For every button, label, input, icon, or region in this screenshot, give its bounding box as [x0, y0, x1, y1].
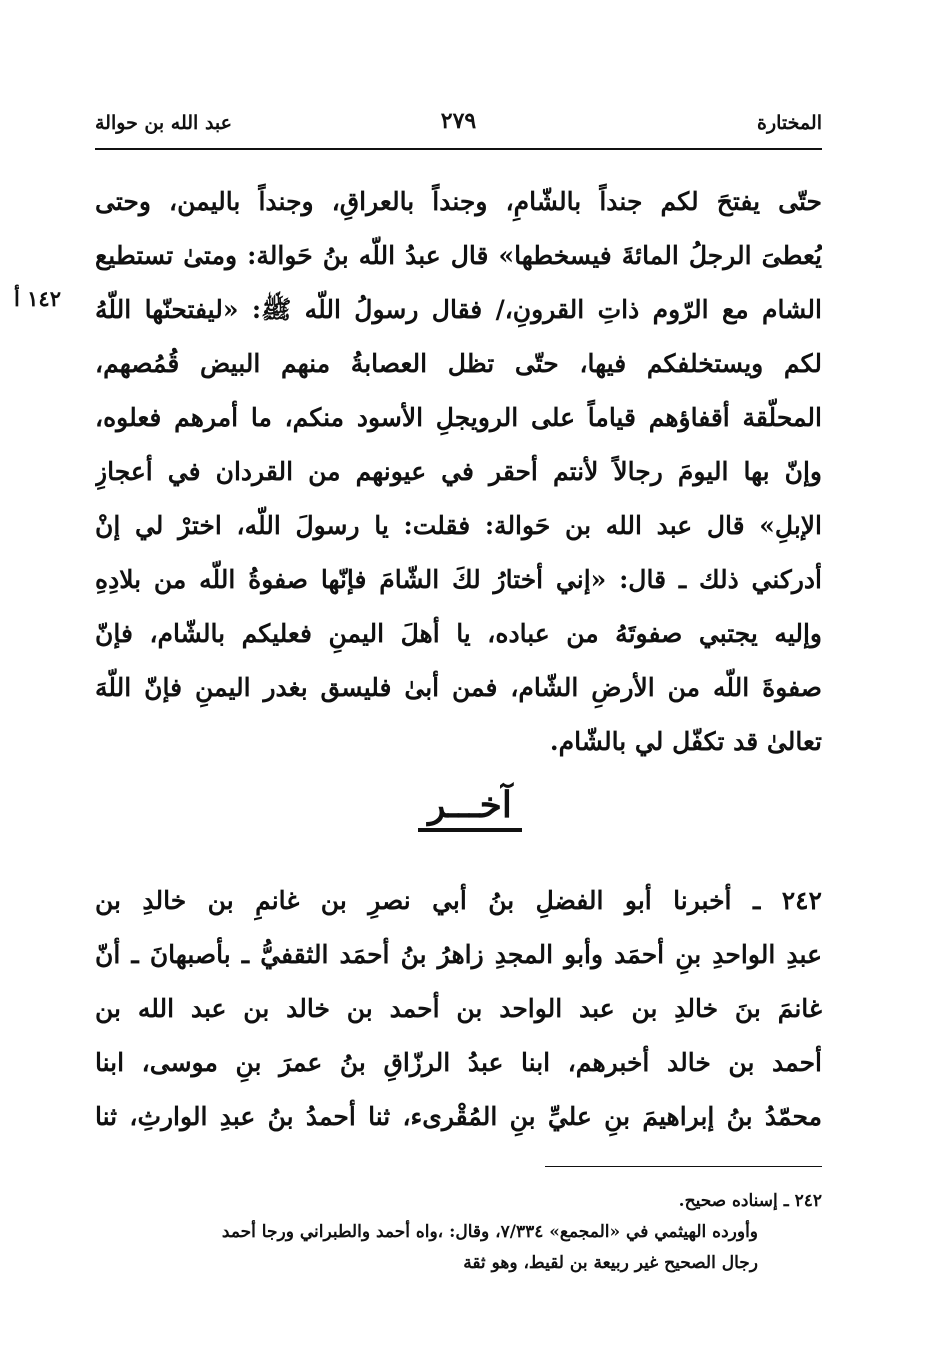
text-line: محمّدُ بنُ إبراهيمَ بنِ عليِّ بنِ المُقْرىء، ثنا أحمدُ بنُ عبدِ الوارثِ، ثنا	[95, 1102, 822, 1131]
text-line: الإبلِ» قال عبد الله بن حَوالة: فقلت: يا رسولَ اللّه، اخترْ لي إنْ	[95, 511, 822, 540]
text-line: الشام مع الرّوم ذاتِ القرونِ،/ فقال رسولُ اللّه ﷺ: «ليفتحنّها اللّهُ	[95, 295, 822, 324]
text-line-content: أخبرنا أبو الفضلِ بنُ أبي نصرِ بن غانمِ بن خالدِ بن	[95, 886, 732, 915]
paragraph-hadith-text	[95, 175, 822, 769]
header-divider	[95, 148, 822, 150]
hadith-number: ٢٤٢ ـ	[752, 886, 822, 915]
section-heading-text: آخـــر	[418, 784, 522, 832]
page-number: ٢٧٩	[440, 108, 477, 134]
chapter-title: عبد الله بن حوالة	[95, 112, 232, 134]
text-line: لكم ويستخلفكم فيها، حتّى تظل العصابةُ منهم البيض قُمُصهم،	[95, 349, 822, 378]
footnote-divider	[545, 1166, 822, 1167]
text-line: وإليه يجتبي صفوتَهُ من عباده، يا أهلَ اليمنِ فعليكم بالشّام، فإنّ	[95, 619, 822, 648]
text-line: غانمَ بنَ خالدِ بن عبد الواحد بن أحمد بن خالد بن عبد الله بن	[95, 994, 822, 1023]
section-heading	[0, 784, 940, 832]
text-line-first	[95, 874, 822, 928]
text-line: تعالىٰ قد تكفّل لي بالشّام.	[549, 727, 822, 756]
running-header	[95, 106, 822, 146]
text-line: صفوةَ اللّه من الأرضِ الشّام، فمن أبىٰ فليسق بغدر اليمنِ فإنّ اللّهَ	[95, 673, 822, 702]
footnote-line: رجال الصحيح غير ربيعة بن لقيط، وهو ثقة	[463, 1253, 758, 1273]
footnote-line: ٢٤٢ ـ إسناده صحيح.	[678, 1191, 822, 1211]
text-line: عبدِ الواحدِ بنِ أحمَد وأبو المجدِ زاهرُ بنُ أحمَد الثقفيُّ ـ بأصبهانَ ـ أنّ	[95, 940, 822, 969]
text-line: المحلّقة أقفاؤهم قياماً على الرويجلِ الأسود منكم، ما أمرهم فعلوه،	[95, 403, 822, 432]
text-line: أدركني ذلك ـ قال: «إني أختارُ لكَ الشّامَ فإنّها صفوةُ اللّه من بلادِهِ	[95, 565, 822, 594]
paragraph-isnad-text	[95, 874, 822, 1144]
text-line: أحمد بن خالد أخبرهم، ابنا عبدُ الرزّاقِ بنُ عمرَ بنِ موسى، ابنا	[95, 1048, 822, 1077]
text-line: حتّى يفتحَ لكم جنداً بالشّامِ، وجنداً بالعراقِ، وجنداً باليمن، وحتى	[95, 187, 822, 216]
footnote-line: وأورده الهيثمي في «المجمع» ٧/٣٣٤، وقال: ،واه أحمد والطبراني ورجا أحمد	[221, 1222, 758, 1242]
book-title: المختارة	[757, 112, 822, 134]
manuscript-folio-note: ١٤٢ أ	[14, 286, 61, 311]
footnotes	[95, 1186, 822, 1279]
text-line: يُعطىَ الرجلُ المائةَ فيسخطها» قال عبدُ اللّه بنُ حَوالة: ومتىٰ تستطيع	[95, 241, 822, 270]
text-line: وإنّ بها اليومَ رجالاً لأنتم أحقر في عيونهم من القردان في أعجازِ	[95, 457, 822, 486]
